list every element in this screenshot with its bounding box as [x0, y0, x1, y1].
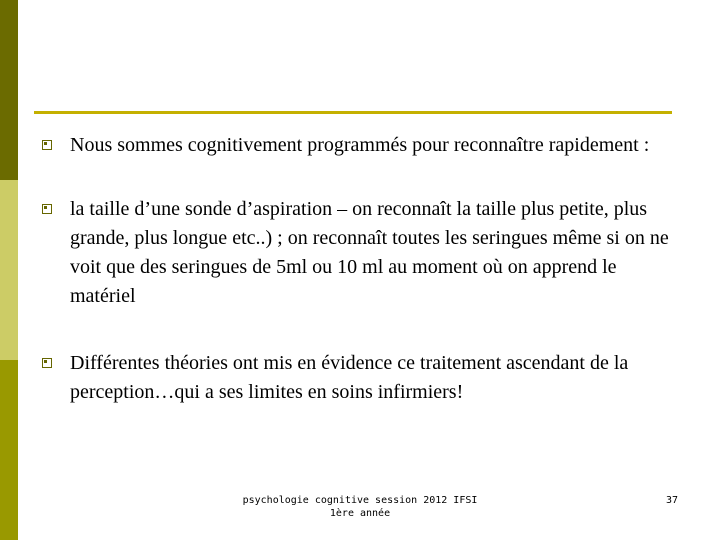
bullet-item: [70, 195, 670, 311]
bullet-text: Nous sommes cognitivement programmés pour reconnaître rapidement :: [70, 134, 650, 156]
bullet-text: Différentes théories ont mis en évidence ce traitement ascendant de la perception…qui a ses limites en soins infirmiers!: [70, 352, 629, 403]
footer-line-2: 1ère année: [329, 508, 391, 519]
square-bullet-icon: [42, 140, 52, 150]
bullet-item: [70, 349, 670, 407]
bullet-item: [70, 131, 670, 160]
footer-text: [240, 494, 480, 520]
footer-line-1: psychologie cognitive session 2012 IFSI: [242, 495, 478, 506]
page-number: 37: [665, 495, 678, 506]
square-bullet-icon: [42, 358, 52, 368]
bullet-text: la taille d’une sonde d’aspiration – on reconnaît la taille plus petite, plus grande, plus longue etc..) ; on reconnaît toutes les seringues même si on ne voit que des seringues de 5ml ou 10 ml au moment où on apprend le matériel: [70, 198, 669, 307]
square-bullet-icon: [42, 204, 52, 214]
